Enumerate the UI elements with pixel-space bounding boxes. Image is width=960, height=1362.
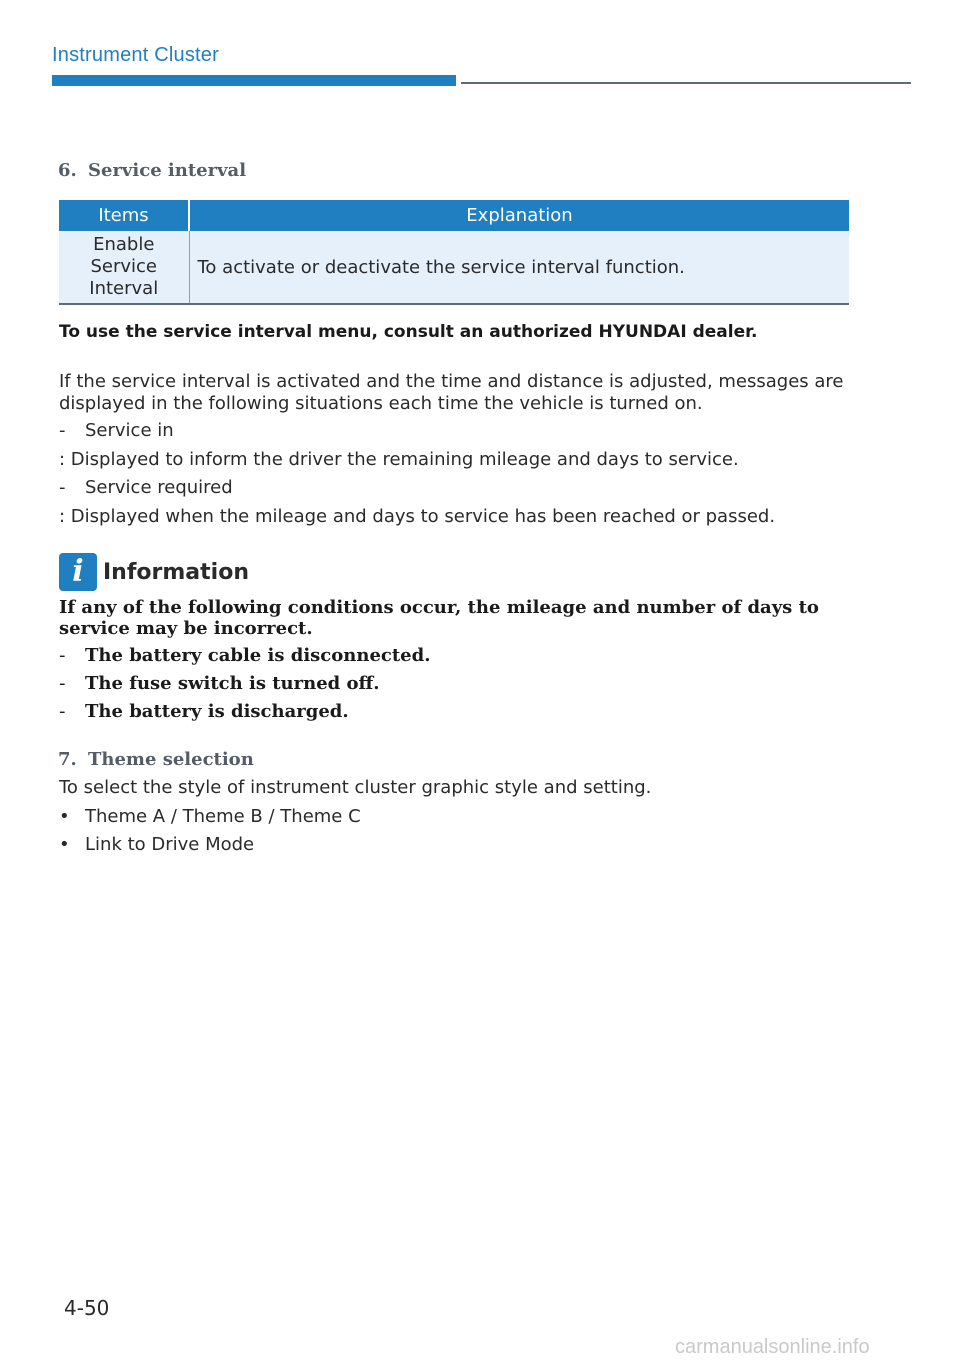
service-intro-paragraph: If the service interval is activated and the time and distance is adjusted, messages are displayed in the following situations each time the vehicle is turned on.	[59, 371, 844, 414]
table-cell-explanation: To activate or deactivate the service interval function.	[189, 231, 849, 304]
table-header-row	[59, 200, 849, 231]
list-item-service-required	[59, 477, 233, 498]
section-number: 7.	[58, 749, 77, 770]
page-number: 4-50	[64, 1296, 110, 1320]
header-title: Instrument Cluster	[52, 44, 219, 66]
column-header-explanation: Explanation	[189, 200, 849, 231]
section-7-heading	[58, 749, 254, 770]
info-list-item	[59, 673, 380, 694]
section-title: Theme selection	[88, 749, 254, 770]
header-rule	[461, 82, 911, 84]
item-label: Enable Service Interval	[89, 234, 159, 299]
header-accent-bar	[52, 75, 456, 86]
information-title: Information	[103, 560, 249, 585]
dash-marker: -	[59, 701, 66, 722]
table-row	[59, 231, 849, 304]
info-item-text: The battery is discharged.	[85, 701, 349, 722]
bullet-text: Link to Drive Mode	[85, 834, 255, 855]
info-list-item	[59, 645, 430, 666]
dealer-note: To use the service interval menu, consult an authorized HYUNDAI dealer.	[59, 322, 758, 342]
info-icon: i	[59, 553, 97, 591]
info-list-item	[59, 701, 349, 722]
theme-intro-paragraph: To select the style of instrument cluster graphic style and setting.	[59, 777, 652, 798]
list-item-label: Service in	[85, 420, 174, 441]
dash-marker: -	[59, 477, 66, 498]
list-item-service-in	[59, 420, 174, 441]
section-title: Service interval	[88, 160, 247, 181]
column-header-items: Items	[59, 200, 189, 231]
service-required-description: : Displayed when the mileage and days to service has been reached or passed.	[59, 506, 776, 527]
dash-marker: -	[59, 645, 66, 666]
info-item-text: The battery cable is disconnected.	[85, 645, 431, 666]
information-text: If any of the following conditions occur, the mileage and number of days to service may be incorrect.	[59, 597, 819, 639]
section-number: 6.	[58, 160, 77, 181]
bullet-marker: •	[59, 834, 70, 855]
bullet-marker: •	[59, 806, 70, 827]
bullet-item	[59, 806, 361, 827]
bullet-text: Theme A / Theme B / Theme C	[85, 806, 361, 827]
service-in-description: : Displayed to inform the driver the remaining mileage and days to service.	[59, 449, 739, 470]
info-item-text: The fuse switch is turned off.	[85, 673, 380, 694]
section-6-heading	[58, 160, 246, 181]
bullet-item	[59, 834, 254, 855]
service-interval-table	[59, 200, 849, 305]
table-cell-item	[59, 231, 189, 304]
list-item-label: Service required	[85, 477, 233, 498]
dash-marker: -	[59, 420, 66, 441]
dash-marker: -	[59, 673, 66, 694]
watermark: carmanualsonline.info	[675, 1336, 870, 1358]
